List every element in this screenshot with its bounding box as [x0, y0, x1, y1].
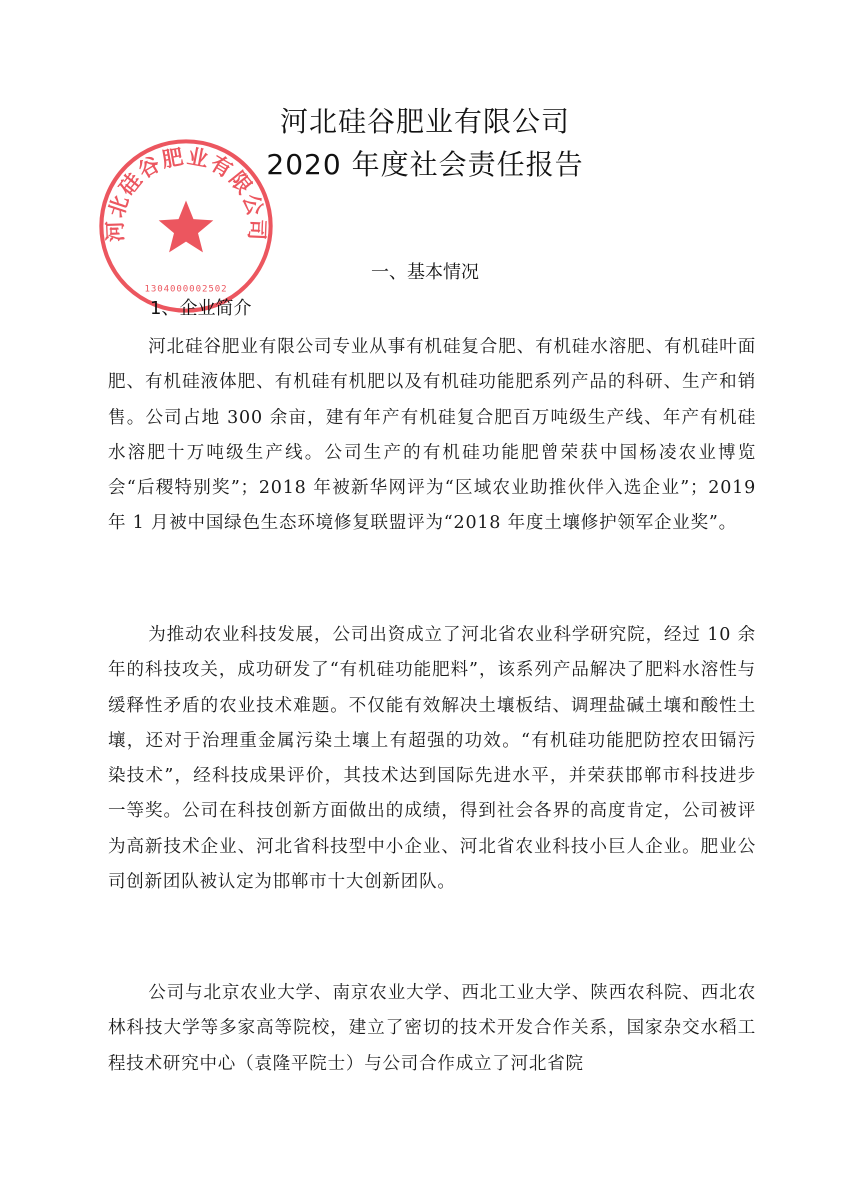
- body-paragraph: 公司与北京农业大学、南京农业大学、西北工业大学、陕西农科院、西北农林科技大学等多家高等院校，建立了密切的技术开发合作关系，国家杂交水稻工程技术研究中心（袁隆平院士）与公司合作成立了河北省院: [108, 983, 756, 1074]
- body-paragraph: 河北硅谷肥业有限公司专业从事有机硅复合肥、有机硅水溶肥、有机硅叶面肥、有机硅液体肥、有机硅有机肥以及有机硅功能肥系列产品的科研、生产和销售。公司占地 300 余亩，建有年产有机硅复合肥百万吨级生产线、年产有机硅水溶肥十万吨级生产线。公司生产的有机硅功能肥曾荣获中国杨凌农业博览会“后稷特别奖”；2018 年被新华网评为“区域农业助推伙伴入选企业”；2019 年 1 月被中国绿色生态环境修复联盟评为“2018 年度土壤修护领军企业奖”。: [108, 337, 756, 534]
- document-title-line1: 河北硅谷肥业有限公司: [279, 105, 570, 138]
- star-icon: [159, 201, 214, 253]
- section-heading: 一、基本情况: [371, 262, 479, 283]
- subsection-heading: 1、企业简介: [150, 298, 252, 319]
- document-title-line2: 2020 年度社会责任报告: [266, 148, 584, 181]
- seal-number: 1304000002502: [144, 284, 228, 295]
- seal-arc-text: 河北硅谷肥业有限公司: [102, 144, 270, 243]
- body-paragraph: 为推动农业科技发展，公司出资成立了河北省农业科学研究院，经过 10 余年的科技攻关，成功研发了“有机硅功能肥料”，该系列产品解决了肥料水溶性与缓释性矛盾的农业技术难题。不仅能有效解决土壤板结、调理盐碱土壤和酸性土壤，还对于治理重金属污染土壤上有超强的功效。“有机硅功能肥防控农田镉污染技术”，经科技成果评价，其技术达到国际先进水平，并荣获邯郸市科技进步一等奖。公司在科技创新方面做出的成绩，得到社会各界的高度肯定，公司被评为高新技术企业、河北省科技型中小企业、河北省农业科技小巨人企业。肥业公司创新团队被认定为邯郸市十大创新团队。: [108, 625, 756, 893]
